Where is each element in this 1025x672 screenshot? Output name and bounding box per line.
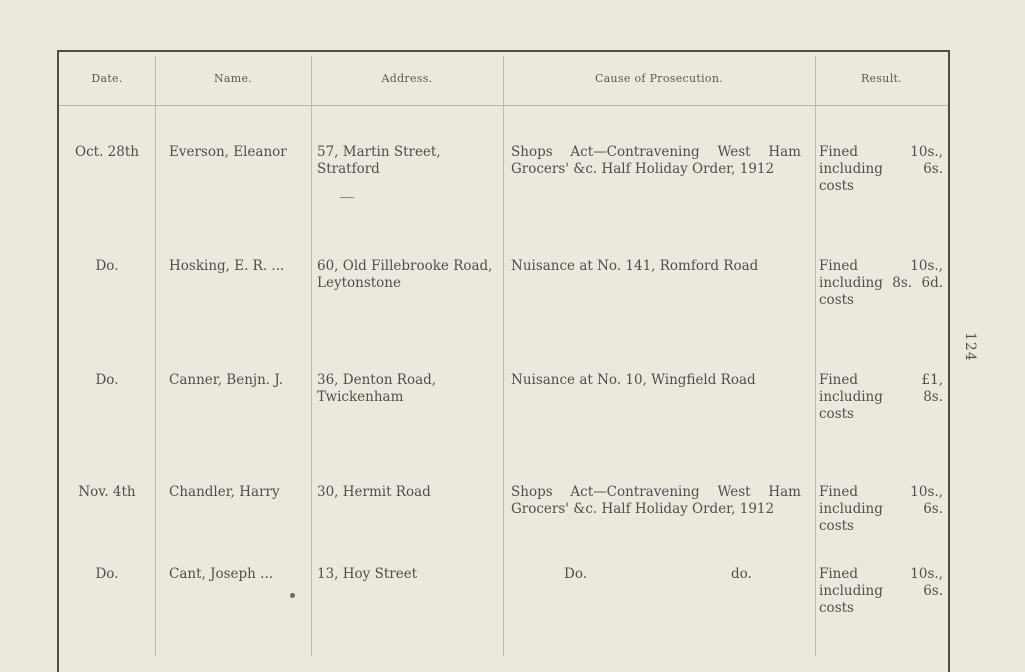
column-divider <box>155 56 156 656</box>
row-4-result: Fined 10s., including 6s. costs <box>819 484 943 534</box>
row-5-address: 13, Hoy Street <box>317 566 418 582</box>
header-result: Result. <box>860 72 903 85</box>
row-4-date: Nov. 4th <box>78 484 136 500</box>
row-1-address: 57, Martin Street, Stratford <box>317 144 441 177</box>
row-2-date: Do. <box>95 258 119 274</box>
row-3-cause: Nuisance at No. 10, Wingfield Road <box>511 372 756 388</box>
row-1-cause: Shops Act—Contravening West Ham Grocers' &c. Half Holiday Order, 1912 <box>511 144 801 177</box>
row-3-name: Canner, Benjn. J. <box>169 372 284 388</box>
row-4-cause: Shops Act—Contravening West Ham Grocers' &c. Half Holiday Order, 1912 <box>511 484 801 517</box>
row-5-date: Do. <box>95 566 119 582</box>
ink-dot-mark <box>290 593 295 598</box>
row-2-result: Fined 10s., including 8s. 6d. costs <box>819 258 943 308</box>
row-1-date: Oct. 28th <box>75 144 139 160</box>
header-name: Name. <box>213 72 253 85</box>
column-divider <box>311 56 312 656</box>
row-2-cause: Nuisance at No. 141, Romford Road <box>511 258 759 274</box>
row-5-result: Fined 10s., including 6s. costs <box>819 566 943 616</box>
row-3-date: Do. <box>95 372 119 388</box>
row-2-address: 60, Old Fillebrooke Road, Leytonstone <box>317 258 493 291</box>
header-date: Date. <box>91 72 123 85</box>
header-cause: Cause of Prosecution. <box>594 72 724 85</box>
page-number: 124 <box>962 332 978 362</box>
column-divider <box>503 56 504 656</box>
row-1-result: Fined 10s., including 6s. costs <box>819 144 943 194</box>
row-1-name: Everson, Eleanor <box>169 144 287 160</box>
header-address: Address. <box>381 72 433 85</box>
row-3-result: Fined £1, including 8s. costs <box>819 372 943 422</box>
row-2-name: Hosking, E. R. ... <box>169 258 285 274</box>
row-4-name: Chandler, Harry <box>169 484 280 500</box>
row-3-address: 36, Denton Road, Twickenham <box>317 372 437 405</box>
ink-dash-mark <box>340 197 354 198</box>
prosecutions-table <box>57 50 950 672</box>
row-4-address: 30, Hermit Road <box>317 484 431 500</box>
row-5-name: Cant, Joseph ... <box>169 566 274 582</box>
row-5-cause-ditto: Do. <box>564 566 588 582</box>
column-divider <box>815 56 816 656</box>
row-5-cause-ditto-2: do. <box>731 566 752 582</box>
